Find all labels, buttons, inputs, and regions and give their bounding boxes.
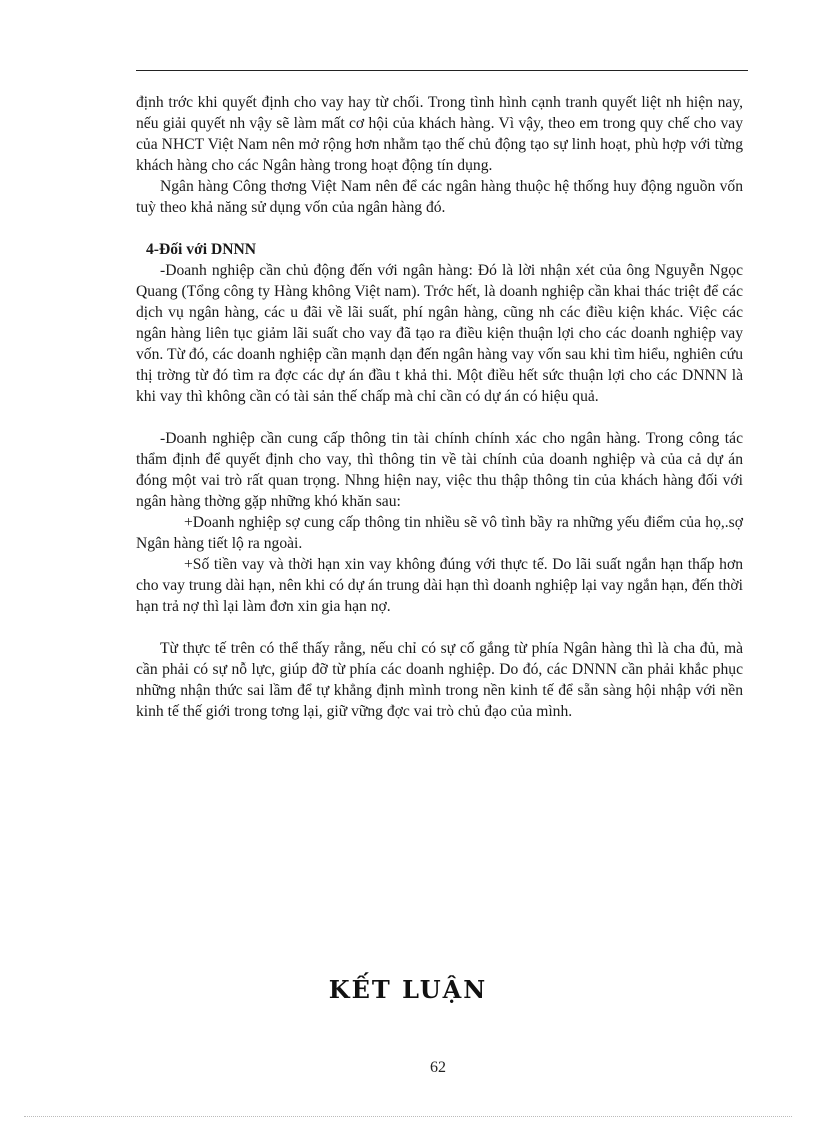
paragraph-financial-information: -Doanh nghiệp cần cung cấp thông tin tài chính chính xác cho ngân hàng. Trong công tác thẩm định để quyết định cho vay, thì thông tin về tài chính của doanh nghiệp và của cả dự án đóng một vai trò rất quan trọng. Nhng hiện nay, việc thu thập thông tin của khách hàng đối với ngân hàng thờng gặp những khó khăn sau: xyxy=(136,430,743,510)
page-number: 62 xyxy=(430,1059,446,1076)
footer-dotted-rule xyxy=(24,1116,792,1117)
document-body xyxy=(136,92,743,722)
paragraph-enterprise-initiative: -Doanh nghiệp cần chủ động đến với ngân hàng: Đó là lời nhận xét của ông Nguyễn Ngọc Quang (Tổng công ty Hàng không Việt nam). Trớc hết, là doanh nghiệp cần khai thác triệt để các dịch vụ ngân hàng, các u đãi về lãi suất, phí ngân hàng, cũng nh các điều kiện khác. Việc các ngân hàng liên tục giảm lãi suất cho vay đã tạo ra điều kiện thuận lợi cho các doanh nghiệp vay vốn. Từ đó, các doanh nghiệp cần mạnh dạn đến ngân hàng vay vốn sau khi tìm hiểu, nghiên cứu thị trờng từ đó tìm ra đợc các dự án đầu t khả thi. Một điều hết sức thuận lợi cho các DNNN là khi vay thì không cần có tài sản thế chấp mà chỉ cần có dự án có hiệu quả. xyxy=(136,262,743,405)
conclusion-title: KẾT LUẬN xyxy=(328,975,488,1004)
paragraph-point-fear: +Doanh nghiệp sợ cung cấp thông tin nhiều sẽ vô tình bầy ra những yếu điểm của họ,.sợ Ngân hàng tiết lộ ra ngoài. xyxy=(136,514,743,552)
paragraph-summary: Từ thực tế trên có thể thấy rằng, nếu chỉ có sự cố gắng từ phía Ngân hàng thì là cha đủ, mà cần phải có sự nỗ lực, giúp đỡ từ phía các doanh nghiệp. Do đó, các DNNN cần phải khắc phục những nhận thức sai lầm để tự khẳng định mình trong nền kinh tế để sẵn sàng hội nhập với nền kinh tế thế giới trong tơng lại, giữ vững đợc vai trò chủ đạo của mình. xyxy=(136,640,743,720)
paragraph-capital-mobilization: Ngân hàng Công thơng Việt Nam nên để các ngân hàng thuộc hệ thống huy động nguồn vốn tuỳ theo khả năng sử dụng vốn của ngân hàng đó. xyxy=(136,178,743,216)
header-rule xyxy=(136,70,748,71)
paragraph-credit-decision: định trớc khi quyết định cho vay hay từ chối. Trong tình hình cạnh tranh quyết liệt nh hiện nay, nếu giải quyết nh vậy sẽ làm mất cơ hội của khách hàng. Vì vậy, theo em trong quy chế cho vay của NHCT Việt Nam nên mở rộng hơn nhằm tạo thế chủ động tạo sự linh hoạt, phù hợp với từng khách hàng cho các Ngân hàng trong hoạt động tín dụng. xyxy=(136,94,743,174)
paragraph-point-loan-terms: +Số tiền vay và thời hạn xin vay không đúng với thực tế. Do lãi suất ngắn hạn thấp hơn cho vay trung dài hạn, nên khi có dự án trung dài hạn thì doanh nghiệp lại vay ngắn hạn, đến thời hạn trả nợ thì lại làm đơn xin gia hạn nợ. xyxy=(136,556,743,615)
section-heading-dnnn: 4-Đối với DNNN xyxy=(146,241,256,258)
